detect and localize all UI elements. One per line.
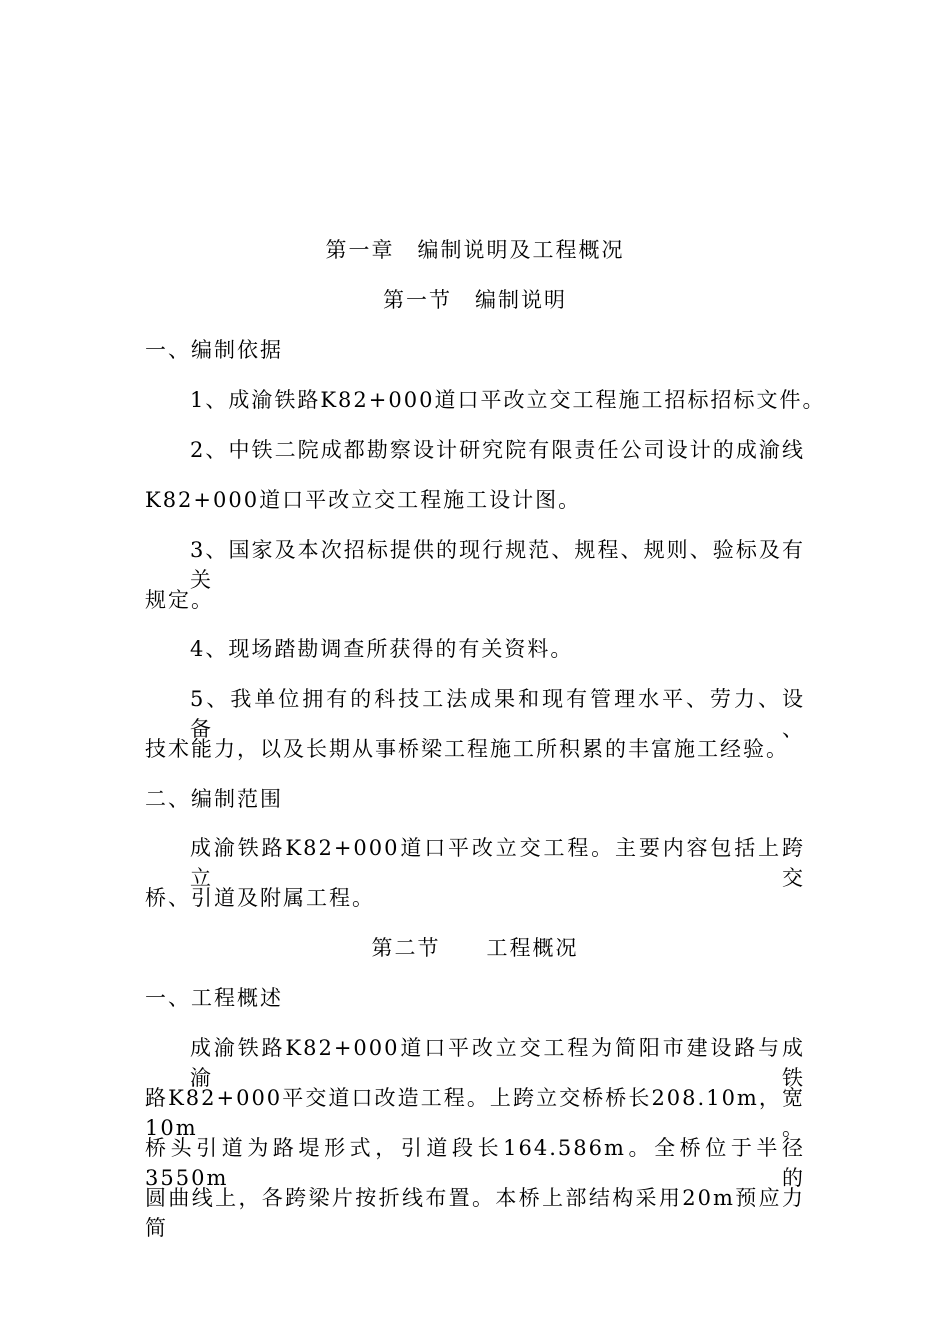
overview-paragraph-line: 路K82+000平交道口改造工程。上跨立交桥桥长208.10m，宽10m。 — [145, 1086, 805, 1140]
basis-item-continuation: K82+000道口平改立交工程施工设计图。 — [145, 488, 582, 512]
chapter-title: 第一章 编制说明及工程概况 — [325, 238, 625, 262]
heading-basis: 一、编制依据 — [145, 338, 283, 362]
heading-scope: 二、编制范围 — [145, 787, 283, 811]
basis-item: 5、我单位拥有的科技工法成果和现有管理水平、劳力、设备、 — [190, 687, 805, 741]
overview-paragraph-line: 圆曲线上，各跨梁片按折线布置。本桥上部结构采用20m预应力简 — [145, 1186, 805, 1240]
basis-item: 3、国家及本次招标提供的现行规范、规程、规则、验标及有关 — [190, 538, 805, 592]
basis-item-continuation: 技术能力，以及长期从事桥梁工程施工所积累的丰富施工经验。 — [145, 737, 789, 761]
basis-item: 4、现场踏勘调查所获得的有关资料。 — [190, 637, 574, 661]
basis-item: 2、中铁二院成都勘察设计研究院有限责任公司设计的成渝线 — [190, 438, 805, 462]
section-title: 第二节 工程概况 — [371, 936, 579, 960]
basis-item: 1、成渝铁路K82+000道口平改立交工程施工招标招标文件。 — [190, 388, 826, 412]
scope-paragraph-line: 桥、引道及附属工程。 — [145, 886, 375, 910]
basis-item-continuation: 规定。 — [145, 588, 214, 612]
heading-overview: 一、工程概述 — [145, 986, 283, 1010]
overview-paragraph-line: 桥头引道为路堤形式，引道段长164.586m。全桥位于半径3550m的 — [145, 1136, 805, 1190]
scope-paragraph-line: 成渝铁路K82+000道口平改立交工程。主要内容包括上跨立交 — [190, 836, 805, 890]
overview-paragraph-line: 成渝铁路K82+000道口平改立交工程为简阳市建设路与成渝铁 — [190, 1036, 805, 1090]
section-title: 第一节 编制说明 — [383, 288, 567, 312]
